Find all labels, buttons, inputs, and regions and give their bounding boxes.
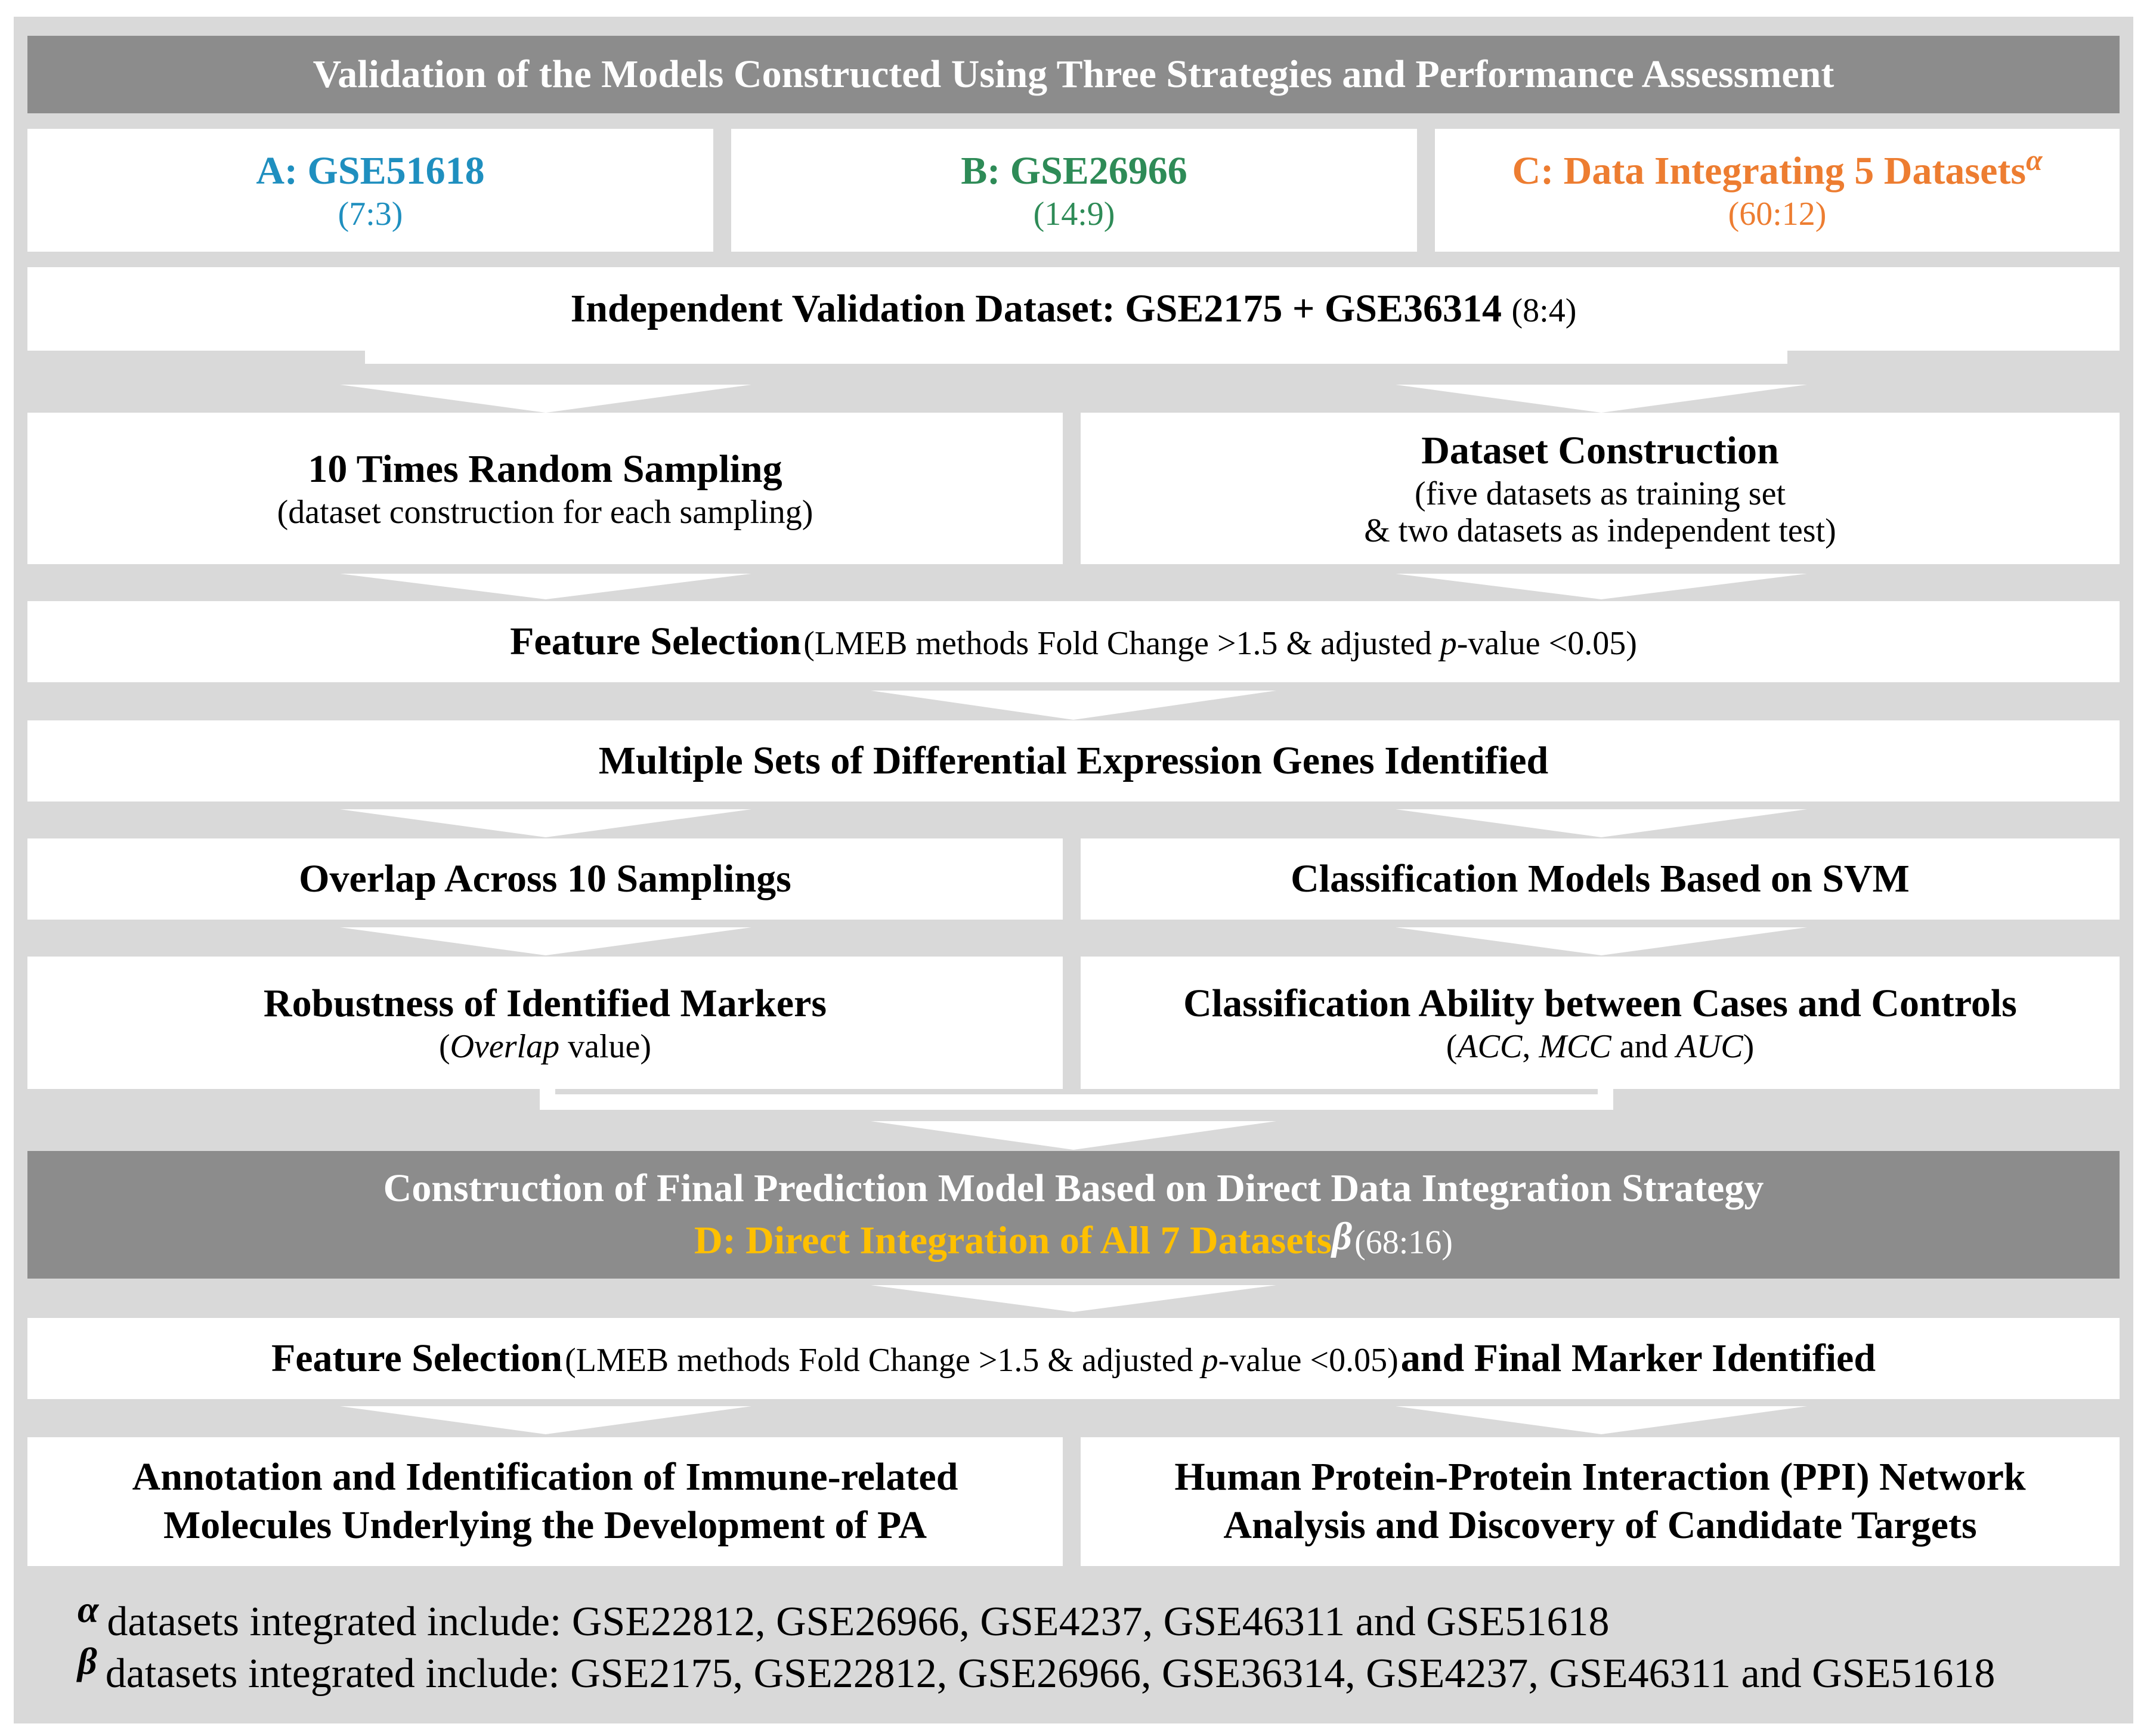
robustness-sub-end: value): [559, 1028, 652, 1065]
random-sampling-title: 10 Times Random Sampling: [308, 447, 782, 491]
final-model-title: Construction of Final Prediction Model Based on Direct Data Integration Strategy: [383, 1166, 1764, 1211]
arrow-to-construction: [1396, 385, 1807, 413]
arrow-to-ppi: [1396, 1406, 1807, 1434]
ppi-line2: Analysis and Discovery of Candidate Targets: [1223, 1503, 1977, 1547]
validation-ratio: (8:4): [1511, 292, 1577, 329]
validation-box: [27, 267, 2120, 351]
metric-mcc: MCC: [1539, 1028, 1611, 1065]
footnote-beta-text: datasets integrated include: GSE2175, GSE22812, GSE26966, GSE36314, GSE4237, GSE46311 and GSE51618: [105, 1651, 1996, 1697]
arrow-feature-to-deg: [871, 691, 1276, 720]
metric-acc: ACC: [1457, 1028, 1523, 1065]
robustness-sub-open: (: [438, 1028, 450, 1065]
footnote-beta: [78, 1640, 2105, 1697]
robustness-sub-italic: Overlap: [450, 1028, 560, 1065]
strategy-a-box: [27, 129, 713, 252]
arrow-deg-to-svm: [1396, 809, 1807, 837]
arrow-to-annotation: [340, 1406, 751, 1434]
results-bracket-right: [1598, 1088, 1613, 1110]
arrow-construction-to-feature: [1396, 574, 1807, 599]
final-feature-detail-end: -value <0.05): [1218, 1341, 1399, 1379]
footnote-alpha-symbol: α: [78, 1588, 99, 1630]
annotation-box: [27, 1437, 1063, 1566]
feature-selection-detail: (LMEB methods Fold Change >1.5 & adjusted: [803, 624, 1440, 662]
results-bracket: [540, 1094, 1613, 1110]
beta-marker: β: [1332, 1214, 1353, 1258]
final-feature-title: Feature Selection: [271, 1336, 563, 1380]
dataset-construction-sub1: (five datasets as training set: [1414, 475, 1786, 512]
overlap-box: [27, 838, 1063, 920]
final-feature-p: p: [1201, 1341, 1218, 1379]
final-marker-title: and Final Marker Identified: [1400, 1336, 1876, 1380]
metric-sep: ,: [1522, 1028, 1539, 1065]
strategy-b-label: B: GSE26966: [961, 149, 1187, 193]
final-feature-detail: (LMEB methods Fold Change >1.5 & adjusted: [565, 1341, 1202, 1379]
strategy-a-ratio: (7:3): [338, 195, 403, 233]
metric-and: and: [1611, 1028, 1676, 1065]
footnote-alpha-text: datasets integrated include: GSE22812, GSE26966, GSE4237, GSE46311 and GSE51618: [107, 1599, 1610, 1645]
svm-title: Classification Models Based on SVM: [1291, 856, 1910, 901]
arrow-deg-to-overlap: [340, 809, 751, 837]
final-feature-selection-box: [27, 1318, 2120, 1399]
footnote-beta-symbol: β: [78, 1640, 97, 1682]
arrow-to-sampling: [340, 385, 751, 413]
classification-ability-box: Classification Ability between Cases and Controls (ACC, MCC and AUC): [1081, 957, 2120, 1089]
alpha-marker: α: [2026, 144, 2043, 177]
arrow-svm-to-ability: [1396, 927, 1807, 955]
results-bracket-left: [540, 1088, 555, 1110]
random-sampling-box: [27, 413, 1063, 564]
dataset-construction-box: [1081, 413, 2120, 564]
arrow-overlap-to-robustness: [340, 927, 751, 955]
metric-auc: AUC: [1676, 1028, 1743, 1065]
svm-box: [1081, 838, 2120, 920]
strategy-c-label: C: Data Integrating 5 Datasets: [1512, 149, 2027, 193]
ppi-line1: Human Protein-Protein Interaction (PPI) Network: [1174, 1455, 2026, 1499]
random-sampling-sub: (dataset construction for each sampling): [277, 493, 813, 531]
arrow-to-final: [871, 1121, 1276, 1150]
feature-selection-p: p: [1440, 624, 1457, 662]
feature-selection-detail-end: -value <0.05): [1456, 624, 1637, 662]
title-bar: [27, 36, 2120, 113]
feature-selection-box: [27, 601, 2120, 682]
footnote-alpha: [78, 1588, 2105, 1645]
strategy-b-box: [731, 129, 1417, 252]
strategy-d-ratio: (68:16): [1354, 1224, 1453, 1261]
deg-box: [27, 720, 2120, 802]
classification-ability-title: Classification Ability between Cases and Controls: [1183, 982, 2017, 1026]
strategy-a-label: A: GSE51618: [256, 149, 485, 193]
final-model-bar: [27, 1151, 2120, 1279]
strategy-c-box: [1435, 129, 2120, 252]
title-text: Validation of the Models Constructed Using Three Strategies and Performance Assessment: [313, 52, 1834, 96]
overlap-title: Overlap Across 10 Samplings: [299, 856, 791, 901]
robustness-title: Robustness of Identified Markers: [263, 982, 827, 1026]
robustness-box: [27, 957, 1063, 1089]
strategy-b-ratio: (14:9): [1033, 195, 1115, 233]
strategy-c-ratio: (60:12): [1728, 195, 1827, 233]
annotation-line1: Annotation and Identification of Immune-related: [132, 1455, 958, 1499]
arrow-final-to-feature: [871, 1285, 1276, 1312]
strategy-d-label: D: Direct Integration of All 7 Datasets: [694, 1218, 1332, 1262]
arrow-sampling-to-feature: [340, 574, 751, 599]
deg-title: Multiple Sets of Differential Expression Genes Identified: [598, 738, 1549, 782]
validation-title: Independent Validation Dataset: GSE2175 + GSE36314: [570, 286, 1502, 330]
ppi-box: [1081, 1437, 2120, 1566]
dataset-construction-title: Dataset Construction: [1421, 429, 1779, 473]
annotation-line2: Molecules Underlying the Development of PA: [163, 1503, 927, 1547]
dataset-construction-sub2: & two datasets as independent test): [1364, 512, 1836, 550]
feature-selection-title: Feature Selection: [510, 619, 802, 663]
